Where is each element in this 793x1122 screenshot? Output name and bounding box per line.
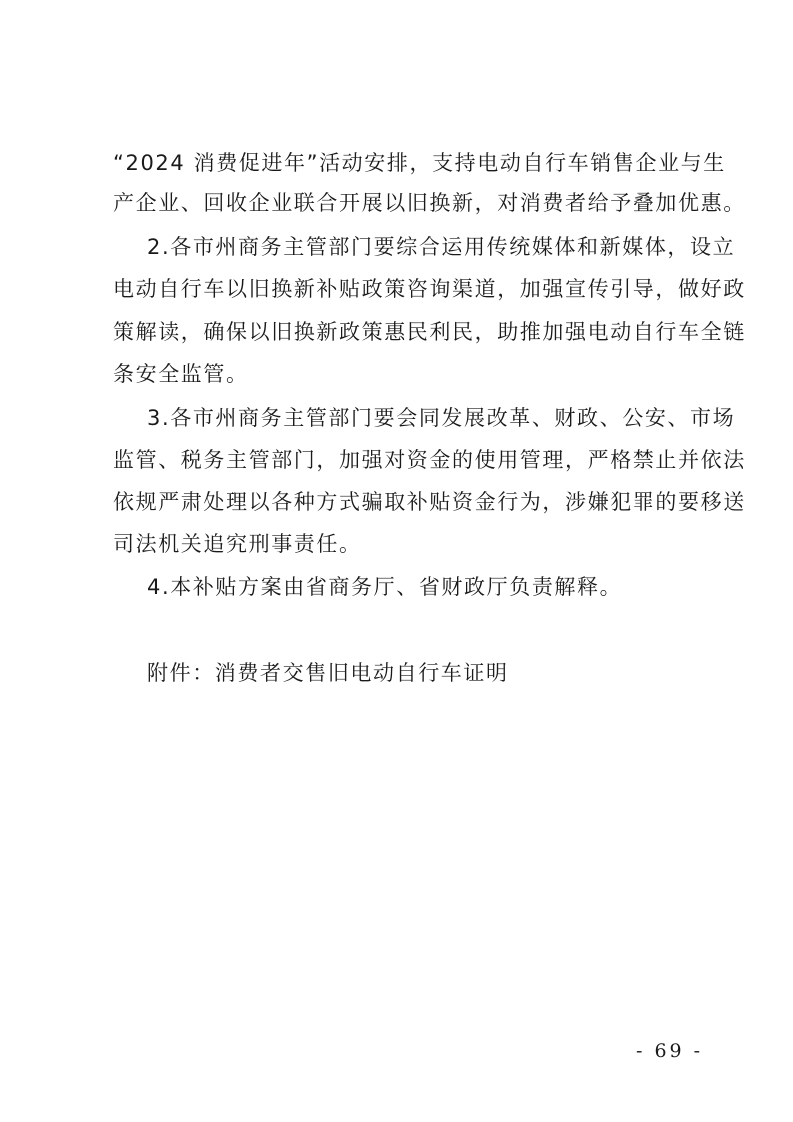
item-3-line-4: 司法机关追究刑事责任。 [113, 532, 362, 556]
item-2-line-2: 电动自行车以旧换新补贴政策咨询渠道，加强宣传引导，做好政 [113, 277, 746, 301]
intro-line-2: 产企业、回收企业联合开展以旧换新，对消费者给予叠加优惠。 [113, 191, 746, 215]
item-3-line-2: 监管、税务主管部门，加强对资金的使用管理，严格禁止并依法 [113, 448, 746, 472]
item-2-line-4: 条安全监管。 [113, 362, 249, 386]
item-2-line-3: 策解读，确保以旧换新政策惠民利民，助推加强电动自行车全链 [113, 320, 746, 344]
item-3-line-3: 依规严肃处理以各种方式骗取补贴资金行为，涉嫌犯罪的要移送 [113, 490, 746, 514]
page-number: - 69 - [636, 1040, 704, 1062]
intro-line-1: “2024 消费促进年”活动安排，支持电动自行车销售企业与生 [113, 151, 726, 175]
attachment-line: 附件：消费者交售旧电动自行车证明 [147, 661, 509, 685]
item-3-line-1: 3.各市州商务主管部门要会同发展改革、财政、公安、市场 [147, 406, 736, 430]
item-2-line-1: 2.各市州商务主管部门要综合运用传统媒体和新媒体，设立 [147, 235, 736, 259]
item-4-line-1: 4.本补贴方案由省商务厅、省财政厅负责解释。 [147, 575, 623, 599]
